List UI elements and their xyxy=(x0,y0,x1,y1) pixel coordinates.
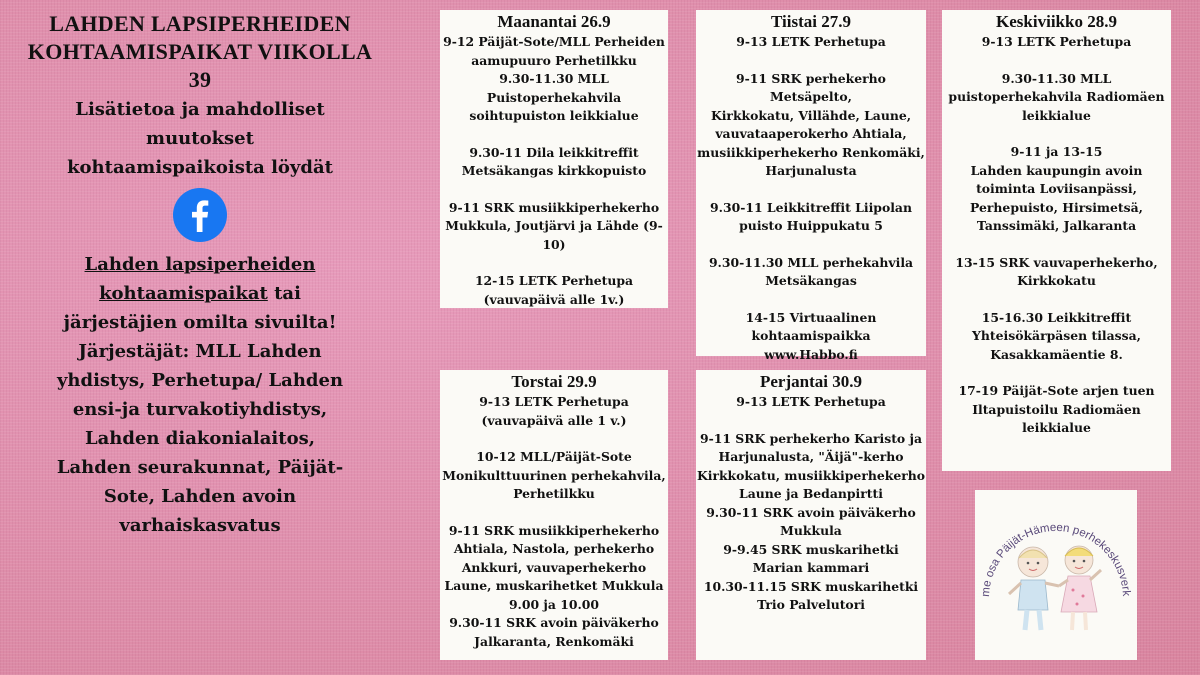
schedule-entry: 9-11 SRK musiikkiperhekerho Mukkula, Joutjärvi ja Lähde (9-10) xyxy=(445,199,663,252)
text-line: järjestäjien omilta sivuilta! xyxy=(63,312,337,333)
text-line: ensi-ja turvakotiyhdistys, xyxy=(72,399,328,420)
day-title: Tiistai 27.9 xyxy=(771,12,851,31)
day-title: Torstai 29.9 xyxy=(511,372,597,391)
text-line: varhaiskasvatus xyxy=(119,515,281,536)
organizers-text xyxy=(10,250,390,540)
title-line: LAHDEN LAPSIPERHEIDEN xyxy=(49,11,351,36)
day-title: Perjantai 30.9 xyxy=(760,372,862,391)
day-card-monday xyxy=(440,10,668,308)
title-line: KOHTAAMISPAIKAT VIIKOLLA xyxy=(27,39,373,64)
schedule-entry: 9.30-11.30 MLL Puistoperhekahvila soihtupuiston leikkialue xyxy=(469,71,639,123)
day-title: Keskiviikko 28.9 xyxy=(996,12,1117,31)
schedule-entry: 9.30-11 Leikkitreffit Liipolan puisto Huippukatu 5 xyxy=(710,199,912,233)
schedule-entry: 10.30-11.15 SRK muskarihetki Trio Palvelutori xyxy=(703,578,919,612)
day-card-wednesday xyxy=(942,10,1171,471)
day-card-thursday xyxy=(440,370,668,660)
schedule-entry: 9.30-11.30 MLL puistoperhekahvila Radiomäen leikkialue xyxy=(948,70,1165,123)
schedule-entry: 9-11 SRK perhekerho Metsäpelto, Kirkkokatu, Villähde, Laune, vauvataaperokerho Ahtiala, musiikkiperhekerho Renkomäki, Harjunalusta xyxy=(697,70,925,178)
text-line: Järjestäjät: MLL Lahden xyxy=(78,341,322,362)
intro-line: muutokset xyxy=(146,128,254,149)
schedule-entry: 9.30-11 SRK avoin päiväkerho Mukkula xyxy=(706,504,916,538)
schedule-entry: 17-19 Päijät-Sote arjen tuen Iltapuistoilu Radiomäen leikkialue xyxy=(958,383,1155,435)
schedule-entry: 9-13 LETK Perhetupa (vauvapäivä alle 1 v.) xyxy=(479,394,629,428)
schedule-entry: 9-9.45 SRK muskarihetki Marian kammari xyxy=(723,541,899,575)
schedule-entry: 9.30-11 Dila leikkitreffit Metsäkangas kirkkopuisto xyxy=(461,144,647,178)
poster-intro xyxy=(10,10,390,540)
schedule-entry: 9-13 LETK Perhetupa xyxy=(736,34,886,49)
facebook-icon[interactable] xyxy=(173,188,227,242)
logo-text: me osa Päijät-Hämeen perhekeskusverk xyxy=(979,521,1133,598)
schedule-entry: 13-15 SRK vauvaperhekerho, Kirkkokatu xyxy=(955,254,1158,288)
text-line: Sote, Lahden avoin xyxy=(103,486,297,507)
schedule-entry: 9.30-11 SRK avoin päiväkerho Jalkaranta, Renkomäki xyxy=(449,615,659,649)
day-card-friday xyxy=(696,370,926,660)
schedule-entry: 9-13 LETK Perhetupa xyxy=(736,394,886,409)
text-line: yhdistys, Perhetupa/ Lahden xyxy=(56,370,344,391)
intro-text xyxy=(10,95,390,182)
link-suffix: tai xyxy=(267,283,301,304)
perhekeskus-logo xyxy=(975,490,1137,660)
day-title: Maanantai 26.9 xyxy=(497,12,611,31)
schedule-entry: 9-11 SRK musiikkiperhekerho Ahtiala, Nastola, perhekerho Ankkuri, vauvaperhekerho Laune, muskarihetket Mukkula 9.00 ja 10.00 xyxy=(444,522,664,612)
schedule-entry: 9-11 SRK perhekerho Karisto ja Harjunalusta, "Äijä"-kerho Kirkkokatu, musiikkiperhekerho Laune ja Bedanpirtti xyxy=(696,430,926,501)
schedule-entry: 9.30-11.30 MLL perhekahvila Metsäkangas xyxy=(708,254,914,288)
schedule-entry: 15-16.30 Leikkitreffit Yhteisökärpäsen tilassa, Kasakkamäentie 8. xyxy=(972,309,1141,362)
schedule-entry: 9-11 ja 13-15 Lahden kaupungin avoin toiminta Loviisanpässi, Perhepuisto, Hirsimetsä, Tanssimäki, Jalkaranta xyxy=(970,144,1143,233)
poster-title xyxy=(10,10,390,94)
intro-line: kohtaamispaikoista löydät xyxy=(67,157,333,178)
intro-line: Lisätietoa ja mahdolliset xyxy=(75,99,325,120)
text-line: Lahden seurakunnat, Päijät- xyxy=(56,457,344,478)
schedule-entry: 14-15 Virtuaalinen kohtaamispaikka www.Habbo.fi xyxy=(745,309,877,362)
schedule-entry: 9-12 Päijät-Sote/MLL Perheiden aamupuuro Perhetilkku xyxy=(443,34,665,68)
children-drawing-icon xyxy=(975,490,1137,660)
kohtaamispaikat-link[interactable]: Lahden lapsiperheiden xyxy=(84,254,316,275)
title-line: 39 xyxy=(188,67,212,92)
kohtaamispaikat-link-cont[interactable]: kohtaamispaikat xyxy=(99,283,268,304)
schedule-entry: 9-13 LETK Perhetupa xyxy=(981,34,1132,49)
day-card-tuesday xyxy=(696,10,926,362)
schedule-entry: 12-15 LETK Perhetupa (vauvapäivä alle 1v.) xyxy=(474,273,634,307)
text-line: Lahden diakonialaitos, xyxy=(84,428,315,449)
schedule-entry: 10-12 MLL/Päijät-Sote Monikulttuurinen perhekahvila, Perhetilkku xyxy=(442,449,666,501)
